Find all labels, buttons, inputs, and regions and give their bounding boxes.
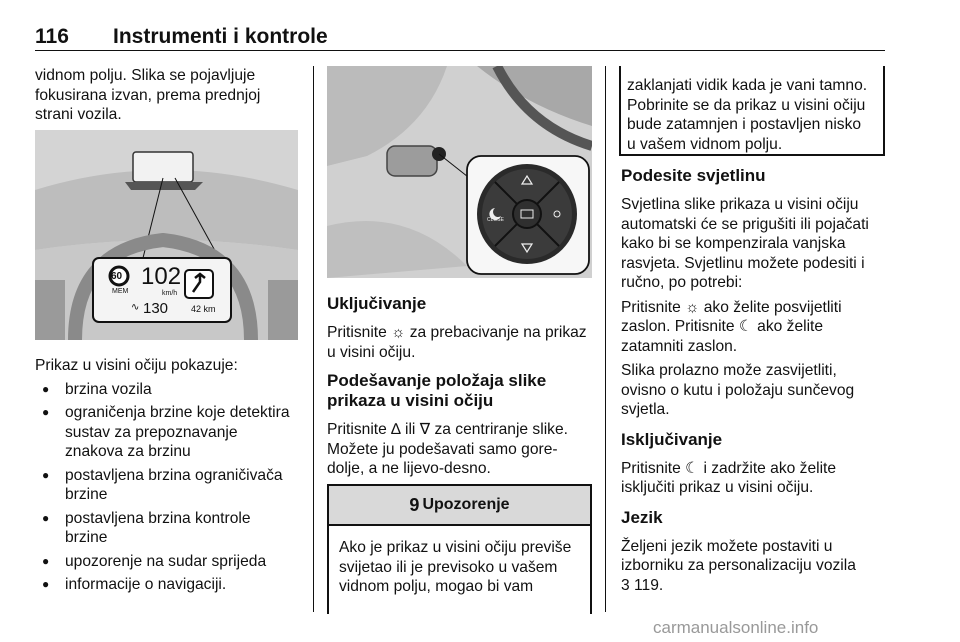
header-rule xyxy=(35,50,885,51)
section-heading-adjust: Podešavanje položaja slike prikaza u visini očiju xyxy=(327,371,547,410)
hud-mem-label: MEM xyxy=(112,288,129,295)
hud-cruise-icon: ∿ xyxy=(131,302,140,313)
list-item: ● brzina vozila xyxy=(35,380,305,400)
off-text: Pritisnite ☾ i zadržite ako želite isključiti prikaz u visini očiju. xyxy=(621,459,837,496)
intro-line: fokusirana izvan, prema prednjoj xyxy=(35,86,261,104)
warning-title: Upozorenje xyxy=(422,496,510,513)
close-label: CLOSE xyxy=(487,217,504,223)
adjust-text: Pritisnite ∆ ili ∇ za centriranje slike. Možete ju podešavati samo gore- dolje, a ne lijevo-desno. xyxy=(327,421,568,477)
column-divider-2 xyxy=(605,66,606,612)
hud-figure xyxy=(35,130,298,340)
warning-header xyxy=(329,486,590,526)
brightness-text-2: Pritisnite ☼ ako želite posvijetliti zaslon. Pritisnite ☾ ako želite zatamniti zaslon. xyxy=(621,298,842,355)
hud-info-list xyxy=(35,356,305,595)
column-2-text xyxy=(327,294,595,479)
intro-line: vidnom polju. Slika se pojavljuje xyxy=(35,67,256,84)
watermark: carmanualsonline.info xyxy=(653,618,819,637)
page-number: 116 xyxy=(35,25,69,48)
column-3-text xyxy=(621,166,891,595)
hud-control-illustration xyxy=(327,66,592,278)
warning-box-continued: zaklanjati vidik kada je vani tamno. Pobrinite se da prikaz u visini očiju bude zatamnjen i postavljen nisko u vašem vidnom polju. xyxy=(619,66,885,156)
list-intro: Prikaz u visini očiju pokazuje: xyxy=(35,357,238,374)
warning-icon: 9 xyxy=(409,494,420,515)
section-heading-brightness: Podesite svjetlinu xyxy=(621,166,766,185)
list-item: ● ograničenja brzine koje detektira sustav za prepoznavanje znakova za brzinu xyxy=(35,403,305,462)
warning-box xyxy=(327,484,592,614)
hud-speed-limit: 60 xyxy=(111,271,123,282)
hud-speed-unit: km/h xyxy=(162,290,178,297)
list-item: ● upozorenje na sudar sprijeda xyxy=(35,552,305,572)
page-header xyxy=(35,22,885,52)
brightness-text: Svjetlina slike prikaza u visini očiju automatski će se prigušiti ili pojačati kako bi se kompenzirala vanjska rasvjeta. Svjetlinu možete podesiti i ručno, po potrebi: xyxy=(621,196,869,291)
list-item: ● postavljena brzina kontrole brzine xyxy=(35,509,305,548)
section-heading-off: Isključivanje xyxy=(621,429,723,449)
brightness-text-3: Slika prolazno može zasvijetliti, ovisno o kutu i položaju sunčevog svjetla. xyxy=(621,362,855,418)
hud-speed: 102 xyxy=(141,263,182,290)
on-text: Pritisnite ☼ za prebacivanje na prikaz u visini očiju. xyxy=(327,324,587,361)
section-heading-language: Jezik xyxy=(621,507,663,527)
hud-set-speed: 130 xyxy=(143,300,169,317)
warning-body: Ako je prikaz u visini očiju previše svijetao ili je previsoko u vašem vidnom polju, mogao bi vam xyxy=(339,539,572,595)
list-item: ● postavljena brzina ograničivača brzine xyxy=(35,466,305,505)
intro-line: strani vozila. xyxy=(35,106,122,123)
hud-distance: 42 km xyxy=(191,304,216,314)
section-heading-on: Uključivanje xyxy=(327,294,427,313)
control-figure xyxy=(327,66,592,278)
language-text: Željeni jezik možete postaviti u izborniku za personalizaciju vozila 3 119. xyxy=(621,537,856,594)
column-1 xyxy=(35,66,300,125)
list-item: ● informacije o navigaciji. xyxy=(35,575,305,595)
page-title: Instrumenti i kontrole xyxy=(113,25,328,48)
column-divider-1 xyxy=(313,66,314,612)
